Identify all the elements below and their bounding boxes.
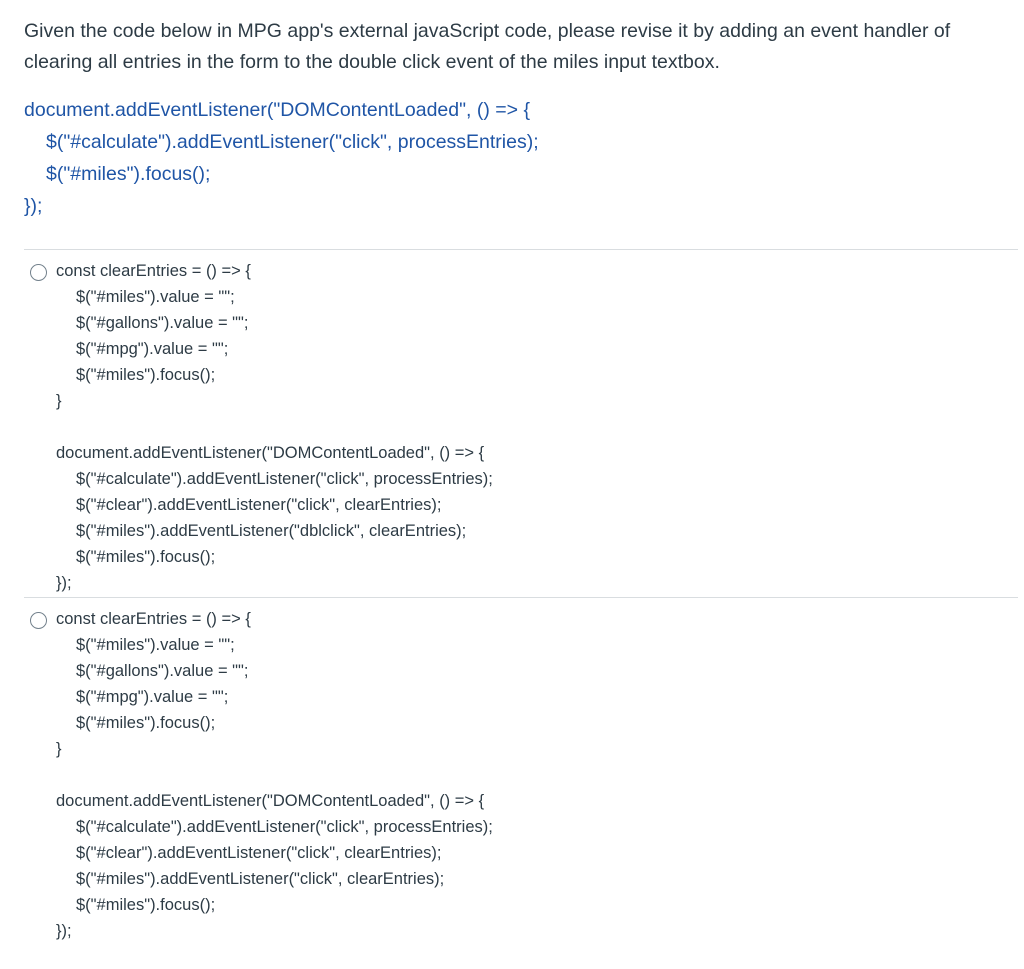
code-line: $("#miles").focus(); <box>76 366 216 384</box>
code-line: $("#clear").addEventListener("click", clearEntries); <box>76 496 442 514</box>
code-line: $("#miles").value = ""; <box>76 636 235 654</box>
divider <box>24 597 1018 598</box>
code-blank-line <box>56 414 493 440</box>
given-code-block <box>24 94 539 222</box>
code-line: $("#miles").addEventListener("click", clearEntries); <box>76 870 445 888</box>
code-line: $("#calculate").addEventListener("click", processEntries); <box>76 470 493 488</box>
option-1-code <box>56 258 493 596</box>
given-code-line: $("#calculate").addEventListener("click", processEntries); <box>46 131 539 153</box>
code-line: } <box>56 740 62 758</box>
code-line: } <box>56 392 62 410</box>
code-line: document.addEventListener("DOMContentLoaded", () => { <box>56 792 485 810</box>
code-blank-line <box>56 762 493 788</box>
code-line: const clearEntries = () => { <box>56 262 251 280</box>
code-line: $("#gallons").value = ""; <box>76 314 249 332</box>
code-line: const clearEntries = () => { <box>56 610 251 628</box>
code-line: }); <box>56 922 72 940</box>
option-2-code <box>56 606 493 944</box>
given-code-line: document.addEventListener("DOMContentLoaded", () => { <box>24 99 530 121</box>
code-line: $("#gallons").value = ""; <box>76 662 249 680</box>
code-line: $("#calculate").addEventListener("click", processEntries); <box>76 818 493 836</box>
code-line: $("#mpg").value = ""; <box>76 688 229 706</box>
code-line: $("#miles").focus(); <box>76 714 216 732</box>
code-line: }); <box>56 574 72 592</box>
given-code-line: }); <box>24 195 43 217</box>
divider <box>24 249 1018 250</box>
given-code-line: $("#miles").focus(); <box>46 163 211 185</box>
radio-button-option-2[interactable] <box>30 612 47 629</box>
code-line: $("#miles").addEventListener("dblclick", clearEntries); <box>76 522 467 540</box>
code-line: $("#clear").addEventListener("click", clearEntries); <box>76 844 442 862</box>
question-text: Given the code below in MPG app's external javaScript code, please revise it by adding an event handler of clearing all entries in the form to the double click event of the miles input textbox. <box>24 20 951 73</box>
code-line: $("#miles").focus(); <box>76 896 216 914</box>
radio-button-option-1[interactable] <box>30 264 47 281</box>
code-line: document.addEventListener("DOMContentLoaded", () => { <box>56 444 485 462</box>
code-line: $("#miles").focus(); <box>76 548 216 566</box>
code-line: $("#miles").value = ""; <box>76 288 235 306</box>
code-line: $("#mpg").value = ""; <box>76 340 229 358</box>
